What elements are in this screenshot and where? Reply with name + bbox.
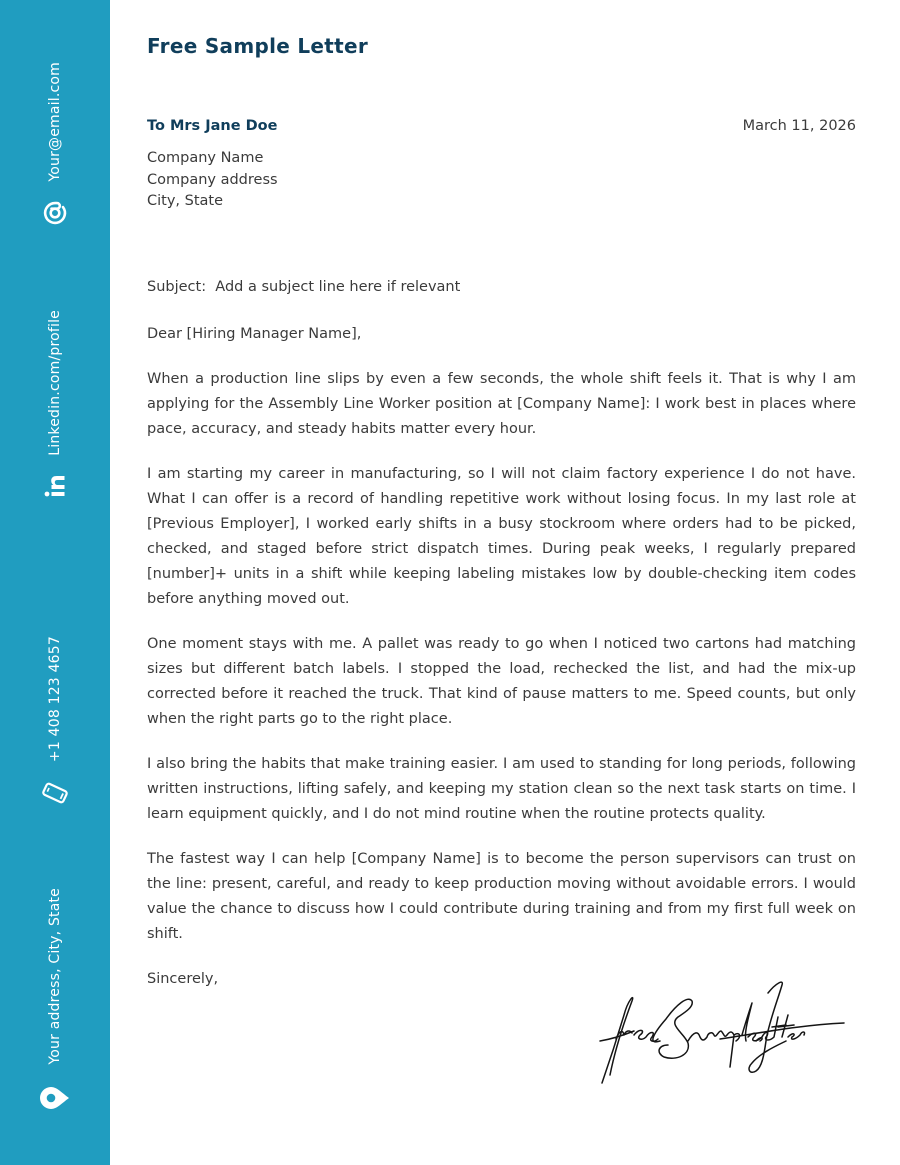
letter-body (147, 322, 856, 1012)
sidebar-linkedin-text: Linkedin.com/profile (47, 310, 63, 456)
contact-sidebar (0, 0, 110, 1165)
subject-line: Subject: Add a subject line here if relevant (147, 279, 461, 295)
sidebar-email (42, 62, 68, 226)
body-paragraph: The fastest way I can help [Company Name] is to become the person supervisors can trust on the line: present, careful, and ready to keep production moving without avoidable errors. I would value the chance to discuss how I could contribute during training and from my first full week on shift. (147, 851, 856, 942)
greeting: Dear [Hiring Manager Name], (147, 326, 362, 342)
sidebar-phone (40, 636, 70, 808)
body-paragraph: I am starting my career in manufacturing, so I will not claim factory experience I do not have. What I can offer is a record of handling repetitive work without losing focus. In my last role at [Previous Employer], I worked early shifts in a busy stockroom where orders had to be picked, checked, and staged before strict dispatch times. During peak weeks, I regularly prepared [number]+ units in a shift while keeping labeling mistakes low by double-checking item codes before anything moved out. (147, 466, 856, 607)
phone-icon (40, 778, 70, 808)
at-icon (42, 200, 68, 226)
letter-title: Free Sample Letter (147, 34, 369, 58)
body-paragraph: When a production line slips by even a few seconds, the whole shift feels it. That is why I am applying for the Assembly Line Worker position at [Company Name]: I work best in places where pace, accuracy, and steady habits matter every hour. (147, 371, 856, 437)
address-line: Company address (147, 171, 278, 188)
closing: Sincerely, (147, 971, 219, 987)
address-line: Company Name (147, 150, 264, 166)
body-paragraph: One moment stays with me. A pallet was ready to go when I noticed two cartons had matching sizes but different batch labels. I stopped the load, rechecked the list, and had the mix-up corrected before it reached the truck. That kind of pause matters to me. Speed counts, but only when the right parts go to the right place. (147, 636, 856, 727)
sidebar-address (38, 888, 72, 1115)
recipient-name: To Mrs Jane Doe (147, 118, 278, 134)
signature (590, 975, 850, 1090)
recipient-address (147, 148, 278, 213)
sidebar-email-text: Your@email.com (47, 62, 63, 182)
letter-date: March 11, 2026 (742, 118, 856, 134)
sidebar-address-text: Your address, City, State (47, 888, 63, 1065)
location-pin-icon (38, 1081, 72, 1115)
body-paragraph: I also bring the habits that make training easier. I am used to standing for long periods, following written instructions, lifting safely, and keeping my station clean so the next task starts on time. I learn equipment quickly, and I do not mind routine when the routine protects quality. (147, 756, 856, 822)
address-line: City, State (147, 193, 224, 210)
sidebar-linkedin (43, 310, 67, 498)
linkedin-icon (43, 474, 67, 498)
sidebar-phone-text: +1 408 123 4657 (47, 636, 63, 763)
